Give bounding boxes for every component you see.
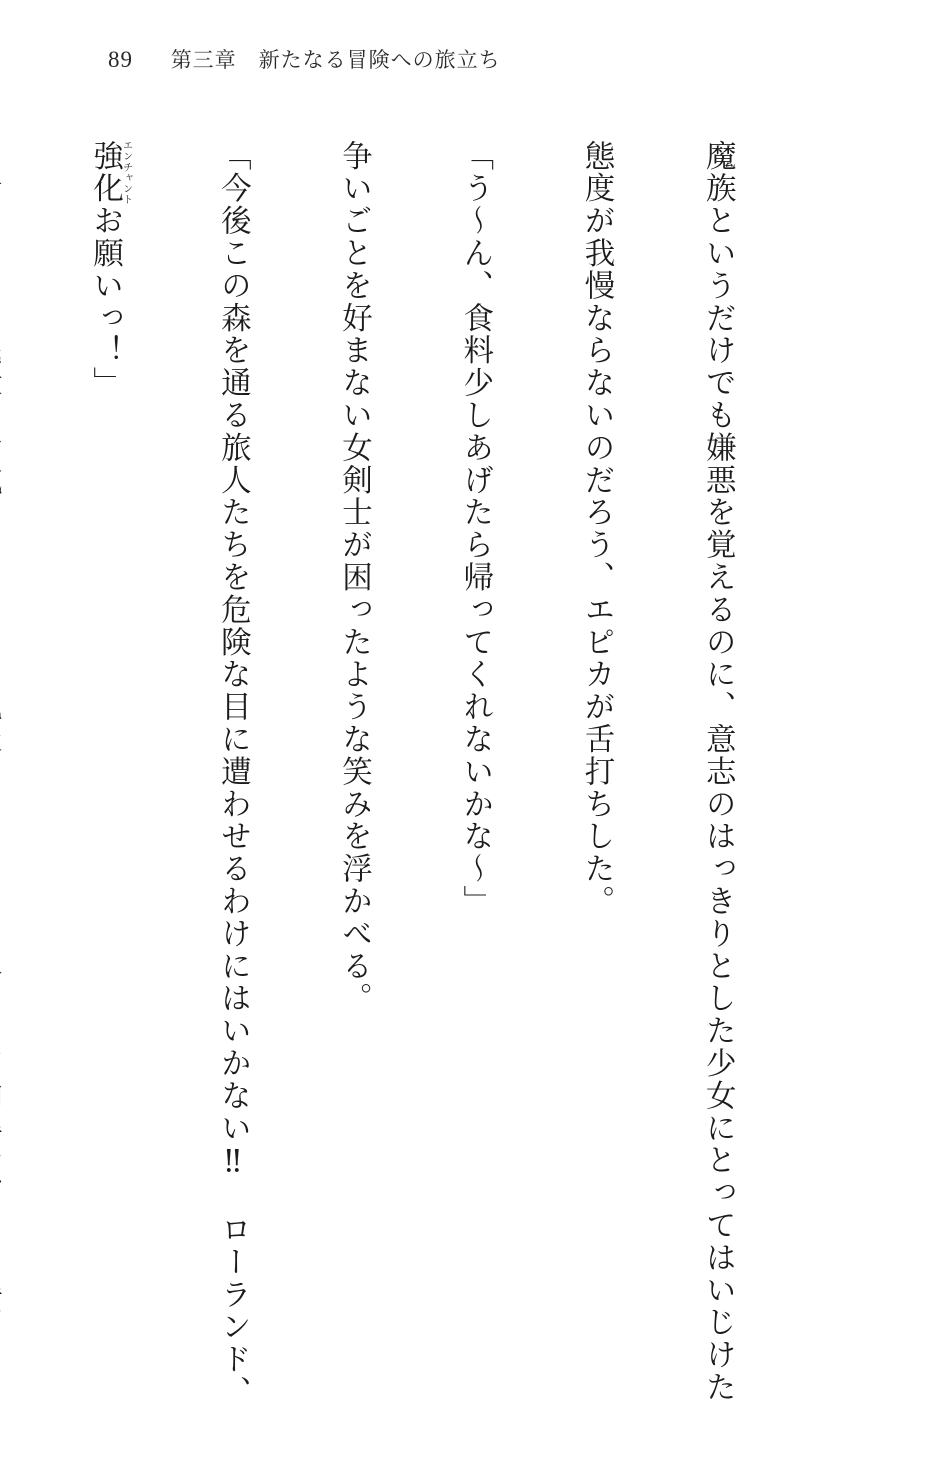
ruby-line-rest: お願いっ！」 [87,204,123,400]
ruby-base: 強化 [87,140,123,205]
running-head [108,44,501,74]
dialogue-line: 「今後この森を通る旅人たちを危険な目に遭わせるわけにはいかない‼ ローランド、 [215,140,251,1409]
text-line: 魔族というだけでも嫌悪を覚えるのに、意志のはっきりとした少女にとってはいじけた [700,140,736,1404]
ruby-reading: エンチャント [120,140,132,205]
body-text [0,140,818,1409]
text-line [0,140,3,1240]
text-line: 争いごとを好まない女剣士が困ったような笑みを浮かべる。 [336,140,372,1015]
text-line: 態度が我慢ならないのだろう、エピカが舌打ちした。 [578,140,614,918]
ruby-word [87,140,132,205]
dialogue-line-with-ruby [84,140,131,1240]
dialogue-line: 「う〜ん、食料少しあげたら帰ってくれないかな〜」 [457,140,493,918]
page-number: 89 [108,47,133,72]
chapter-title: 第三章 新たなる冒険への旅立ち [170,48,501,72]
